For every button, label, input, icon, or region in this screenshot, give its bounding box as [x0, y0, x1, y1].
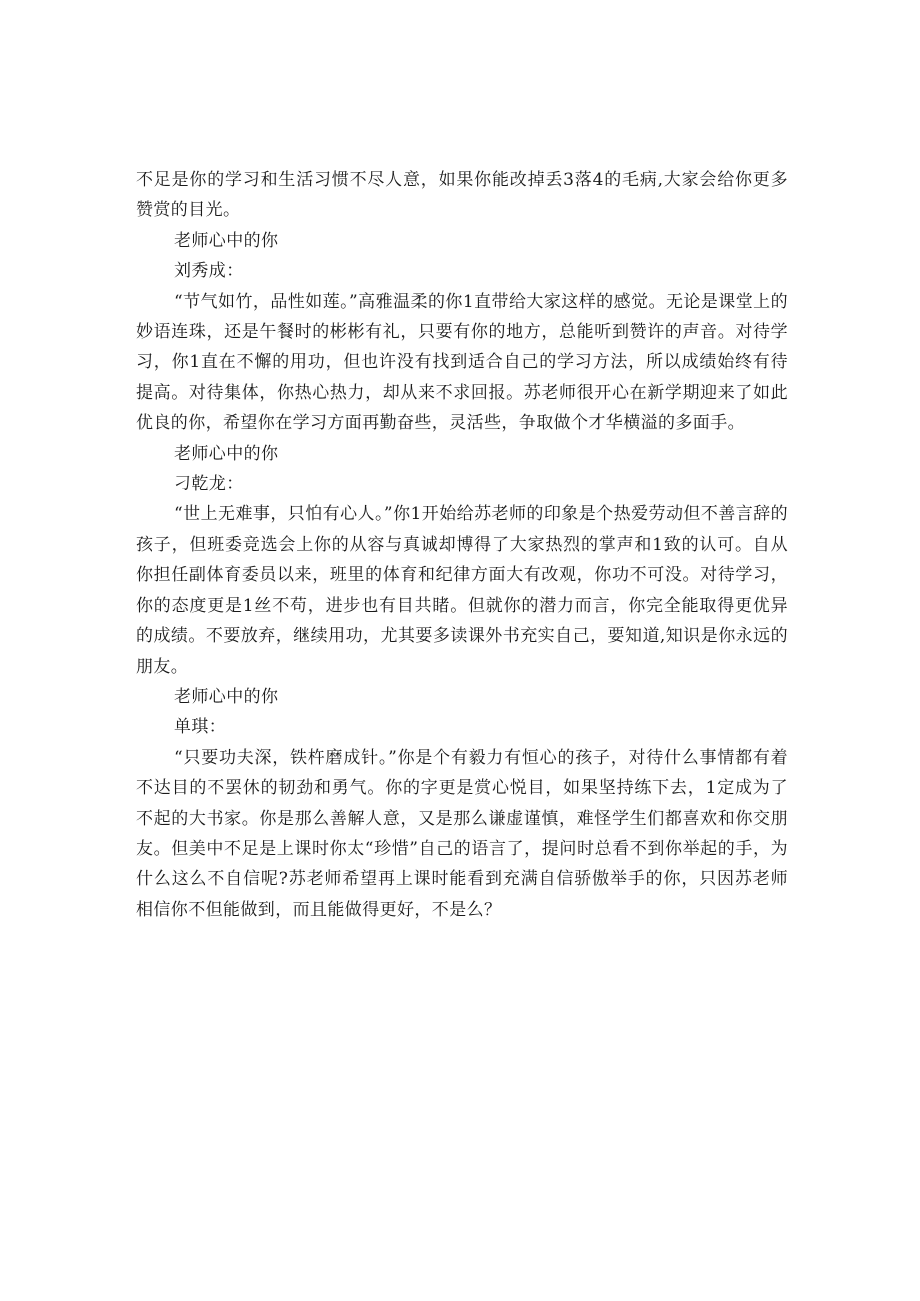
document-content: [136, 165, 788, 925]
intro-paragraph: 不足是你的学习和生活习惯不尽人意，如果你能改掉丢3落4的毛病,大家会给你更多赞赏的目光。: [136, 170, 788, 221]
comment-paragraph: “节气如竹，品性如莲。”高雅温柔的你1直带给大家这样的感觉。无论是课堂上的妙语连珠，还是午餐时的彬彬有礼，只要有你的地方，总能听到赞许的声音。对待学习，你1直在不懈的用功，但也许没有找到适合自己的学习方法，所以成绩始终有待提高。对待集体，你热心热力，却从来不求回报。苏老师很开心在新学期迎来了如此优良的你，希望你在学习方面再勤奋些，灵活些，争取做个才华横溢的多面手。: [136, 291, 788, 434]
section-heading: 老师心中的你: [174, 686, 279, 707]
comment-paragraph: “只要功夫深，铁杵磨成针。”你是个有毅力有恒心的孩子，对待什么事情都有着不达目的不罢休的韧劲和勇气。你的字更是赏心悦目，如果坚持练下去，1定成为了不起的大书家。你是那么善解人意，又是那么谦虚谨慎，难怪学生们都喜欢和你交朋友。但美中不足是上课时你太“珍惜”自己的语言了，提问时总看不到你举起的手，为什么这么不自信呢?苏老师希望再上课时能看到充满自信骄傲举手的你，只因苏老师相信你不但能做到，而且能做得更好，不是么？: [136, 747, 788, 920]
student-name: 刘秀成：: [174, 261, 244, 282]
student-name: 单琪：: [174, 717, 227, 738]
comment-paragraph: “世上无难事，只怕有心人。”你1开始给苏老师的印象是个热爱劳动但不善言辞的孩子，但班委竞选会上你的从容与真诚却博得了大家热烈的掌声和1致的认可。自从你担任副体育委员以来，班里的体育和纪律方面大有改观，你功不可没。对待学习，你的态度更是1丝不苟，进步也有目共睹。但就你的潜力而言，你完全能取得更优异的成绩。不要放弃，继续用功，尤其要多读课外书充实自己，要知道,知识是你永远的朋友。: [136, 504, 788, 677]
section-heading: 老师心中的你: [174, 230, 279, 251]
section-heading: 老师心中的你: [174, 443, 279, 464]
student-name: 刁乾龙：: [174, 474, 244, 495]
